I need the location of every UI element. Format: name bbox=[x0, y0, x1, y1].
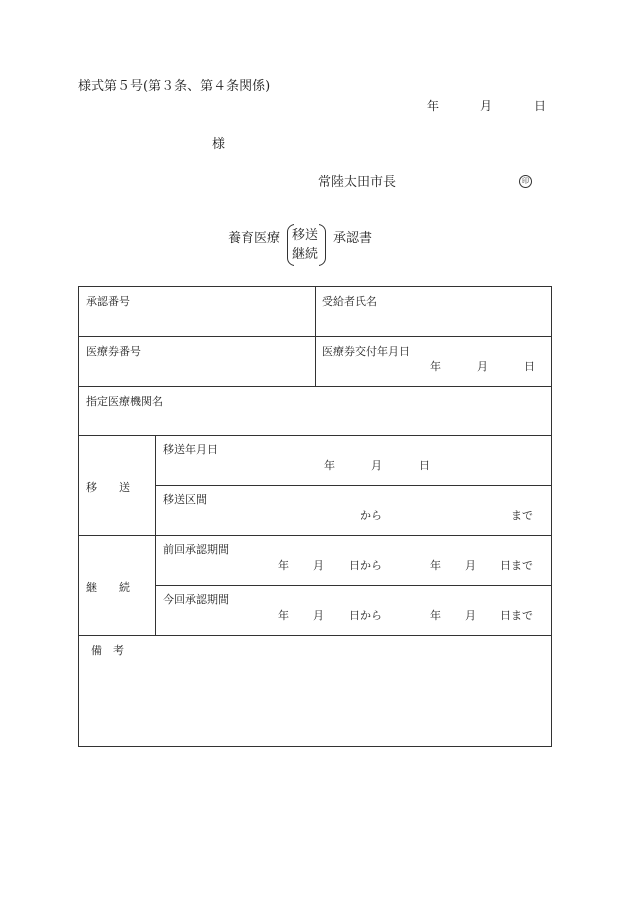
previous-period-label: 前回承認期間 bbox=[163, 543, 229, 556]
issue-date-year: 年 bbox=[427, 99, 440, 113]
issuer-name: 常陸太田市長 bbox=[318, 175, 397, 190]
previous-month-to: 月 bbox=[465, 559, 476, 572]
transfer-from-text: から bbox=[360, 509, 382, 522]
previous-period bbox=[79, 560, 551, 572]
current-period-label: 今回承認期間 bbox=[163, 593, 229, 606]
approval-form-table bbox=[78, 286, 552, 747]
current-year-to: 年 bbox=[430, 609, 441, 622]
transfer-month: 月 bbox=[371, 459, 382, 472]
continuation-group-label: 継 続 bbox=[86, 581, 130, 594]
row-divider bbox=[155, 585, 551, 586]
row-divider bbox=[79, 635, 551, 636]
title-suffix: 承認書 bbox=[333, 231, 373, 246]
current-day-from: 日から bbox=[349, 609, 382, 622]
transfer-date bbox=[79, 460, 551, 472]
row-divider bbox=[79, 435, 551, 436]
row-divider bbox=[155, 485, 551, 486]
title-option-continuation: 継続 bbox=[292, 247, 319, 262]
seal-mark: 印 bbox=[519, 175, 532, 188]
recipient-name-label: 受給者氏名 bbox=[322, 295, 377, 308]
previous-month-from: 月 bbox=[313, 559, 324, 572]
ticket-number-label: 医療券番号 bbox=[86, 345, 141, 358]
previous-day-to: 日まで bbox=[500, 559, 533, 572]
transfer-date-label: 移送年月日 bbox=[163, 443, 218, 456]
transfer-year: 年 bbox=[324, 459, 335, 472]
current-month-to: 月 bbox=[465, 609, 476, 622]
remarks-label: 備 考 bbox=[91, 644, 124, 657]
title-option-transfer: 移送 bbox=[292, 228, 319, 243]
row-divider bbox=[79, 386, 551, 387]
issue-date bbox=[0, 100, 630, 114]
approval-number-label: 承認番号 bbox=[86, 295, 130, 308]
current-period bbox=[79, 610, 551, 622]
current-day-to: 日まで bbox=[500, 609, 533, 622]
issue-date-day: 日 bbox=[534, 99, 547, 113]
addressee-suffix: 様 bbox=[212, 137, 226, 152]
institution-label: 指定医療機関名 bbox=[86, 395, 163, 408]
transfer-section-label: 移送区間 bbox=[163, 493, 207, 506]
transfer-to-text: まで bbox=[511, 509, 533, 522]
ticket-issue-day: 日 bbox=[524, 360, 535, 373]
current-month-from: 月 bbox=[313, 609, 324, 622]
ticket-issue-year: 年 bbox=[430, 360, 441, 373]
ticket-issue-date bbox=[79, 361, 551, 373]
transfer-group-label: 移 送 bbox=[86, 481, 130, 494]
form-code: 様式第５号(第３条、第４条関係) bbox=[78, 79, 271, 94]
title-prefix: 養育医療 bbox=[228, 231, 281, 246]
transfer-day: 日 bbox=[419, 459, 430, 472]
current-year-from: 年 bbox=[278, 609, 289, 622]
row-divider bbox=[79, 535, 551, 536]
issue-date-month: 月 bbox=[480, 99, 493, 113]
previous-day-from: 日から bbox=[349, 559, 382, 572]
previous-year-from: 年 bbox=[278, 559, 289, 572]
ticket-issue-month: 月 bbox=[477, 360, 488, 373]
ticket-issue-date-label: 医療券交付年月日 bbox=[322, 345, 410, 358]
previous-year-to: 年 bbox=[430, 559, 441, 572]
